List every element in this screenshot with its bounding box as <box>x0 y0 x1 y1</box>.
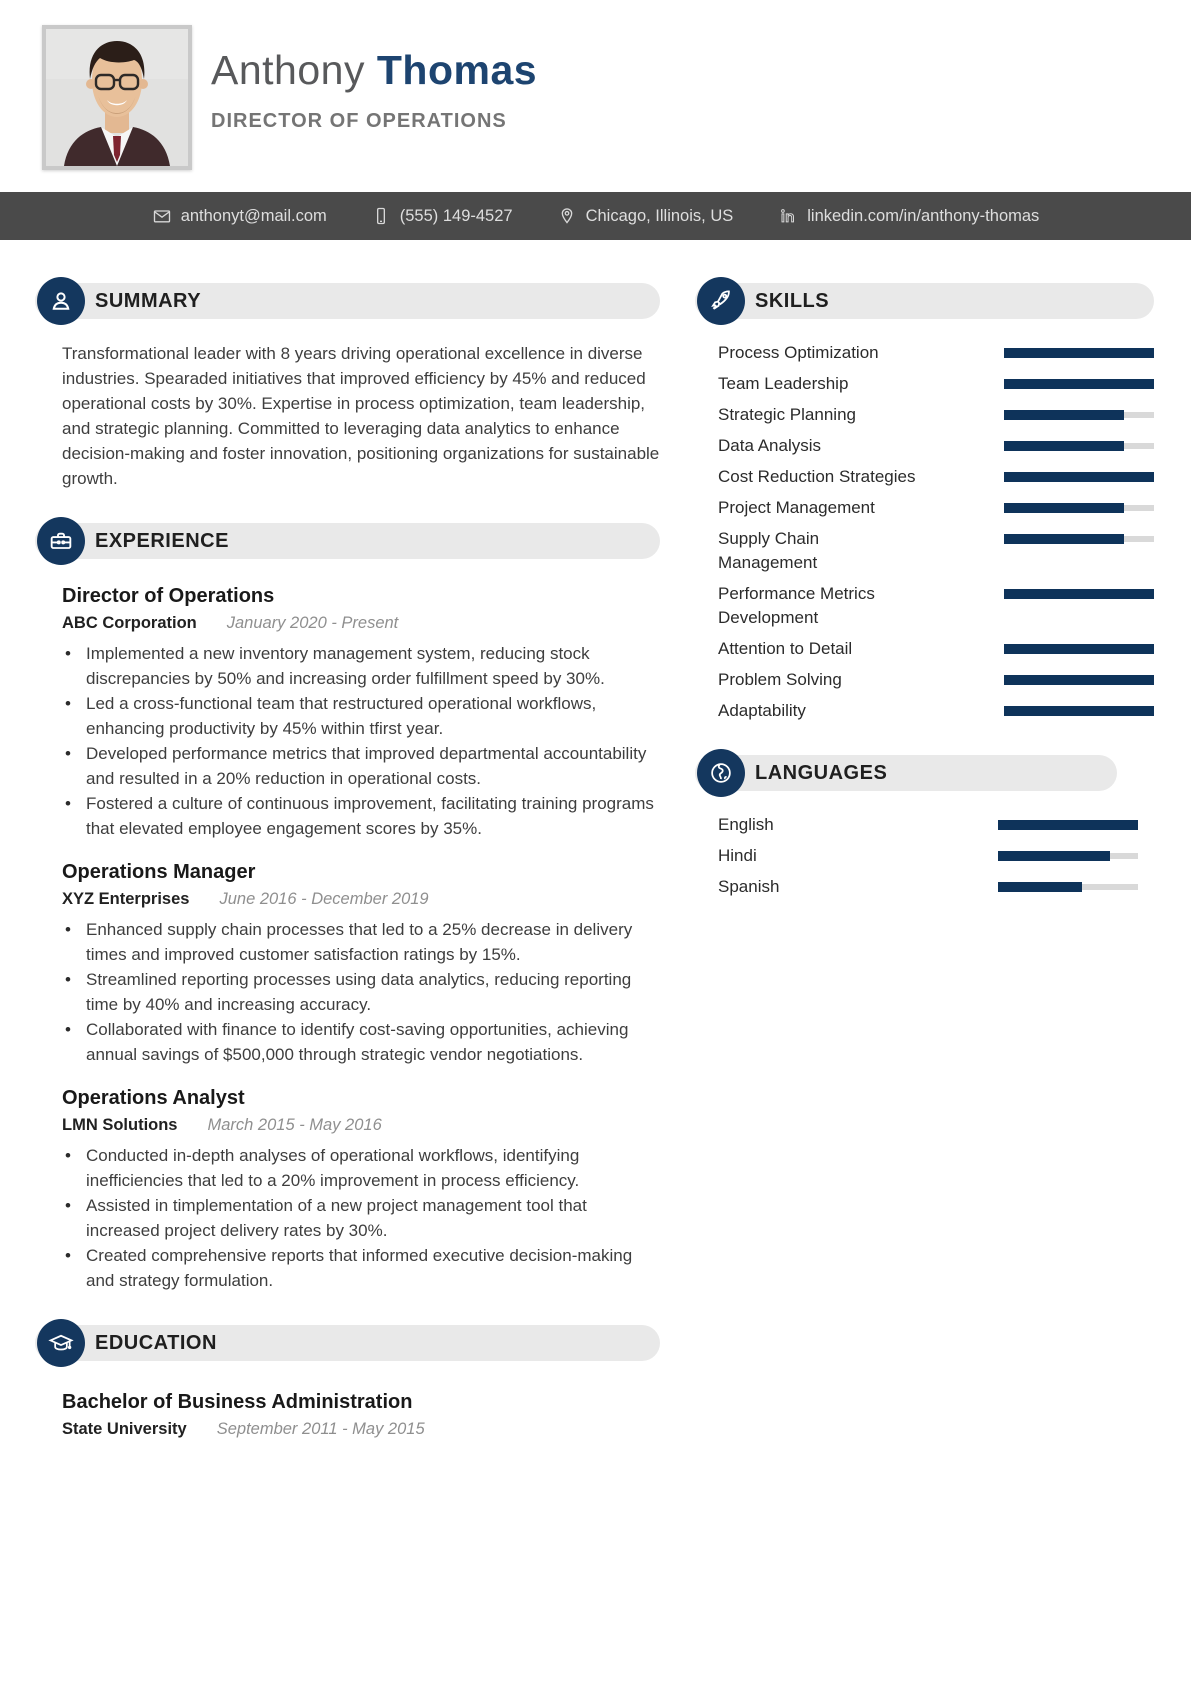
language-label: Spanish <box>718 877 780 896</box>
summary-section <box>35 277 660 491</box>
language-bar-fill <box>998 820 1138 830</box>
language-bar <box>998 882 1138 892</box>
experience-section-header <box>35 517 660 565</box>
language-bar <box>998 820 1138 830</box>
job-dates: March 2015 - May 2016 <box>207 1116 382 1134</box>
bullet-item: • Conducted in-depth analyses of operational workflows, identifying inefficiencies that led to a 20% improvement in process efficiency. <box>62 1143 660 1193</box>
rocket-icon <box>697 277 745 325</box>
education-section <box>35 1319 660 1441</box>
skill-bar <box>1004 441 1154 451</box>
left-column <box>35 277 660 1467</box>
bullet-item: • Created comprehensive reports that informed executive decision-making and strategy formulation. <box>62 1243 660 1293</box>
contact-email-text: anthonyt@mail.com <box>180 206 327 225</box>
experience-item <box>62 859 660 1067</box>
language-row <box>718 813 1154 837</box>
skill-bar <box>1004 379 1154 389</box>
language-label: English <box>718 815 774 834</box>
skill-bar <box>1004 644 1154 654</box>
skill-bar <box>1004 348 1154 358</box>
job-bullets <box>62 641 660 841</box>
job-bullets <box>62 1143 660 1293</box>
contact-phone-text: (555) 149-4527 <box>399 206 513 225</box>
job-meta <box>62 888 660 911</box>
job-bullets <box>62 917 660 1067</box>
skill-label: Team Leadership <box>718 374 849 393</box>
bullet-item: • Collaborated with finance to identify cost-saving opportunities, achieving annual savings of $500,000 through strategic vendor negotiations. <box>62 1017 660 1067</box>
skill-row <box>718 699 1154 723</box>
contact-location-text: Chicago, Illinois, US <box>585 206 734 225</box>
first-name: Anthony <box>211 47 365 93</box>
languages-list <box>718 813 1154 899</box>
experience-item <box>62 583 660 841</box>
language-bar-fill <box>998 882 1082 892</box>
skills-list <box>718 341 1154 723</box>
graduation-cap-icon <box>37 1319 85 1367</box>
job-role: Operations Manager <box>62 861 256 883</box>
bullet-item: • Developed performance metrics that improved departmental accountability and resulted in a 20% reduction in operational costs. <box>62 741 660 791</box>
skill-bar-fill <box>1004 675 1154 685</box>
skill-row <box>718 341 1154 365</box>
experience-section <box>35 517 660 1293</box>
skill-bar <box>1004 589 1154 599</box>
skill-row <box>718 372 1154 396</box>
summary-title: SUMMARY <box>95 289 202 312</box>
skill-label: Attention to Detail <box>718 639 853 658</box>
candidate-name <box>211 47 537 94</box>
skill-bar <box>1004 534 1154 544</box>
skills-section <box>695 277 1154 723</box>
skill-label: Strategic Planning <box>718 405 856 424</box>
bullet-item: • Led a cross-functional team that restructured operational workflows, enhancing productivity by 45% within tfirst year. <box>62 691 660 741</box>
languages-section <box>695 749 1154 899</box>
skill-label: Supply Chain Management <box>718 529 820 572</box>
experience-title: EXPERIENCE <box>95 529 229 552</box>
contact-linkedin-text: linkedin.com/in/anthony-thomas <box>807 206 1040 225</box>
globe-icon <box>697 749 745 797</box>
skill-bar <box>1004 675 1154 685</box>
skills-title: SKILLS <box>755 289 830 312</box>
skill-bar-fill <box>1004 410 1124 420</box>
summary-section-header <box>35 277 660 325</box>
skill-label: Project Management <box>718 498 875 517</box>
job-role: Operations Analyst <box>62 1087 245 1109</box>
languages-section-header <box>695 749 1154 797</box>
skill-bar-fill <box>1004 348 1154 358</box>
skill-bar-fill <box>1004 534 1124 544</box>
degree-name: Bachelor of Business Administration <box>62 1391 413 1413</box>
resume-body <box>0 240 1191 1467</box>
skill-row <box>718 582 1154 630</box>
skill-label: Performance Metrics Development <box>718 584 875 627</box>
skill-bar-fill <box>1004 706 1154 716</box>
language-bar-fill <box>998 851 1110 861</box>
job-company: ABC Corporation <box>62 614 197 632</box>
language-row <box>718 844 1154 868</box>
skill-bar-fill <box>1004 644 1154 654</box>
skill-bar-fill <box>1004 589 1154 599</box>
summary-text: Transformational leader with 8 years driving operational excellence in diverse industries. Spearaded initiatives that improved efficiency by 45% and reduced operational costs by 30%. Expertise in process optimization, team leadership, and strategic planning. Committed to leveraging data analytics to enhance decision-making and foster innovation, positioning organizations for sustainable growth. <box>62 344 660 488</box>
skill-row <box>718 403 1154 427</box>
skill-row <box>718 434 1154 458</box>
job-dates: January 2020 - Present <box>226 614 399 632</box>
job-title-headline: DIRECTOR OF OPERATIONS <box>211 110 507 132</box>
bullet-item: • Enhanced supply chain processes that led to a 25% decrease in delivery times and improved customer satisfaction ratings by 15%. <box>62 917 660 967</box>
job-role: Director of Operations <box>62 585 275 607</box>
skill-row <box>718 668 1154 692</box>
right-column <box>695 277 1154 1467</box>
skill-bar <box>1004 503 1154 513</box>
education-title: EDUCATION <box>95 1331 217 1354</box>
skill-row <box>718 465 1154 489</box>
skill-row <box>718 637 1154 661</box>
contact-email[interactable] <box>152 206 327 226</box>
skill-bar <box>1004 410 1154 420</box>
bullet-item: • Assisted in timplementation of a new project management tool that increased project delivery rates by 30%. <box>62 1193 660 1243</box>
education-meta <box>62 1418 660 1441</box>
linkedin-icon <box>777 206 798 226</box>
phone-icon <box>371 206 391 226</box>
contact-linkedin[interactable] <box>777 206 1039 226</box>
skill-bar-fill <box>1004 472 1154 482</box>
language-row <box>718 875 1154 899</box>
email-icon <box>152 206 172 226</box>
education-item <box>62 1389 660 1441</box>
skill-row <box>718 496 1154 520</box>
experience-item <box>62 1085 660 1293</box>
skill-label: Process Optimization <box>718 343 879 362</box>
contact-location <box>557 206 734 226</box>
skill-row <box>718 527 1154 575</box>
profile-photo <box>42 25 192 170</box>
education-dates: September 2011 - May 2015 <box>216 1420 425 1438</box>
skill-label: Cost Reduction Strategies <box>718 467 916 486</box>
skills-section-header <box>695 277 1154 325</box>
person-icon <box>37 277 85 325</box>
contact-bar <box>0 192 1191 240</box>
education-list <box>35 1389 660 1441</box>
profile-photo-illustration <box>46 29 188 166</box>
contact-phone <box>371 206 513 226</box>
bullet-item: • Fostered a culture of continuous improvement, facilitating training programs that elevated employee engagement scores by 35%. <box>62 791 660 841</box>
skill-label: Data Analysis <box>718 436 821 455</box>
job-dates: June 2016 - December 2019 <box>219 890 429 908</box>
languages-title: LANGUAGES <box>755 761 888 784</box>
location-pin-icon <box>557 206 577 226</box>
job-company: XYZ Enterprises <box>62 890 190 908</box>
skill-bar <box>1004 472 1154 482</box>
skill-bar-fill <box>1004 503 1124 513</box>
bullet-item: • Streamlined reporting processes using data analytics, reducing reporting time by 40% and increasing accuracy. <box>62 967 660 1017</box>
skill-bar-fill <box>1004 379 1154 389</box>
resume-header <box>0 0 1191 192</box>
job-meta <box>62 1114 660 1137</box>
last-name: Thomas <box>376 47 538 93</box>
language-label: Hindi <box>718 846 757 865</box>
name-block <box>211 25 537 133</box>
skill-bar <box>1004 706 1154 716</box>
skill-bar-fill <box>1004 441 1124 451</box>
job-company: LMN Solutions <box>62 1116 178 1134</box>
education-section-header <box>35 1319 660 1367</box>
language-bar <box>998 851 1138 861</box>
school-name: State University <box>62 1420 187 1438</box>
skill-label: Adaptability <box>718 701 806 720</box>
skill-label: Problem Solving <box>718 670 842 689</box>
job-meta <box>62 612 660 635</box>
briefcase-icon <box>37 517 85 565</box>
jobs-list <box>35 583 660 1293</box>
bullet-item: • Implemented a new inventory management system, reducing stock discrepancies by 50% and increasing order fulfillment speed by 30%. <box>62 641 660 691</box>
